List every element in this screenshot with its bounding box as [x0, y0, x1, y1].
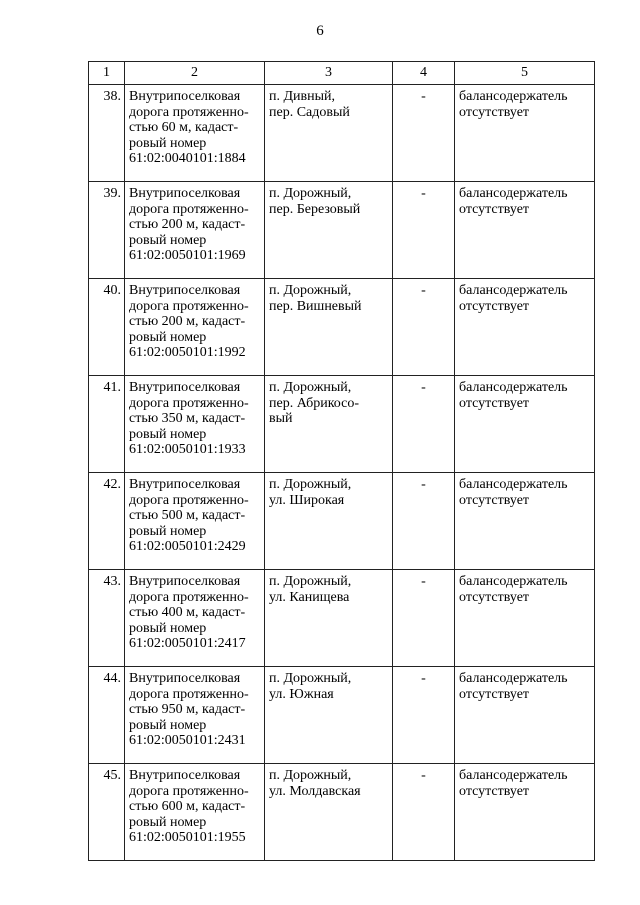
row-number: 39.	[89, 182, 125, 279]
row-number: 42.	[89, 473, 125, 570]
road-description-line: ровый номер	[129, 135, 207, 151]
row-number: 44.	[89, 667, 125, 764]
road-description	[125, 473, 265, 570]
road-location-line: вый	[269, 411, 293, 427]
road-description-line: Внутрипоселковая	[129, 768, 241, 783]
road-description-line: дорога протяженно-	[129, 589, 249, 605]
road-description-line: дорога протяженно-	[129, 783, 249, 799]
table-row	[89, 85, 595, 182]
balance-holder-line: балансодержатель	[459, 768, 568, 783]
road-location-line: ул. Молдавская	[269, 783, 361, 799]
road-description-line: дорога протяженно-	[129, 104, 249, 120]
road-description-line: Внутрипоселковая	[129, 671, 241, 686]
road-description-line: ровый номер	[129, 523, 207, 539]
road-location-line: п. Дорожный,	[269, 283, 352, 298]
balance-holder	[455, 764, 595, 861]
road-description	[125, 85, 265, 182]
road-location	[265, 85, 393, 182]
road-description-line: ровый номер	[129, 620, 207, 636]
road-description-line: Внутрипоселковая	[129, 186, 241, 201]
road-description-line: ровый номер	[129, 814, 207, 830]
table-header	[89, 62, 595, 85]
balance-holder-line: отсутствует	[459, 492, 530, 508]
road-description-line: Внутрипоселковая	[129, 380, 241, 395]
road-description-line: стью 60 м, кадаст-	[129, 120, 239, 136]
road-location-line: ул. Южная	[269, 686, 334, 702]
balance-holder-line: балансодержатель	[459, 186, 568, 201]
header-col-2: 2	[125, 62, 265, 85]
road-location-line: ул. Широкая	[269, 492, 345, 508]
road-description-line: 61:02:0050101:2429	[129, 539, 246, 555]
road-location-line: п. Дорожный,	[269, 574, 352, 589]
column-4-value: -	[393, 570, 455, 667]
balance-holder-line: отсутствует	[459, 589, 530, 605]
road-location	[265, 473, 393, 570]
balance-holder-line: отсутствует	[459, 686, 530, 702]
balance-holder-line: отсутствует	[459, 298, 530, 314]
column-4-value: -	[393, 667, 455, 764]
road-location	[265, 279, 393, 376]
balance-holder	[455, 85, 595, 182]
road-description-line: стью 500 м, кадаст-	[129, 508, 246, 524]
balance-holder-line: балансодержатель	[459, 574, 568, 589]
road-description-line: 61:02:0050101:1933	[129, 442, 246, 458]
road-description-line: стью 600 м, кадаст-	[129, 799, 246, 815]
table-row	[89, 376, 595, 473]
table-row	[89, 570, 595, 667]
road-location-line: пер. Абрикосо-	[269, 395, 360, 411]
road-location-line: п. Дорожный,	[269, 671, 352, 686]
road-description-line: 61:02:0050101:2417	[129, 636, 246, 652]
balance-holder	[455, 473, 595, 570]
balance-holder-line: балансодержатель	[459, 477, 568, 492]
road-description-line: Внутрипоселковая	[129, 477, 241, 492]
road-description-line: дорога протяженно-	[129, 686, 249, 702]
road-location-line: пер. Вишневый	[269, 298, 362, 314]
row-number: 41.	[89, 376, 125, 473]
row-number: 45.	[89, 764, 125, 861]
balance-holder-line: балансодержатель	[459, 671, 568, 686]
road-location-line: п. Дивный,	[269, 89, 336, 104]
road-description-line: дорога протяженно-	[129, 201, 249, 217]
balance-holder-line: отсутствует	[459, 201, 530, 217]
table-body	[89, 85, 595, 861]
column-4-value: -	[393, 279, 455, 376]
page-number: 6	[316, 23, 324, 39]
table-row	[89, 667, 595, 764]
road-description-line: Внутрипоселковая	[129, 89, 241, 104]
table-row	[89, 279, 595, 376]
balance-holder-line: балансодержатель	[459, 380, 568, 395]
road-description-line: 61:02:0050101:1955	[129, 830, 246, 846]
column-4-value: -	[393, 764, 455, 861]
road-description	[125, 182, 265, 279]
balance-holder-line: отсутствует	[459, 783, 530, 799]
road-description-line: стью 200 м, кадаст-	[129, 217, 246, 233]
road-description-line: 61:02:0040101:1884	[129, 151, 246, 167]
row-number: 43.	[89, 570, 125, 667]
balance-holder	[455, 376, 595, 473]
road-description-line: дорога протяженно-	[129, 395, 249, 411]
road-description-line: ровый номер	[129, 426, 207, 442]
balance-holder	[455, 570, 595, 667]
header-col-1: 1	[89, 62, 125, 85]
road-description-line: ровый номер	[129, 329, 207, 345]
road-location-line: пер. Березовый	[269, 201, 361, 217]
road-description-line: 61:02:0050101:2431	[129, 733, 246, 749]
road-location	[265, 376, 393, 473]
road-description-line: Внутрипоселковая	[129, 283, 241, 298]
header-col-5: 5	[455, 62, 595, 85]
road-location-line: ул. Канищева	[269, 589, 350, 605]
road-description	[125, 570, 265, 667]
road-description-line: 61:02:0050101:1992	[129, 345, 246, 361]
road-location	[265, 764, 393, 861]
road-description	[125, 376, 265, 473]
road-description	[125, 667, 265, 764]
column-4-value: -	[393, 85, 455, 182]
road-location	[265, 182, 393, 279]
road-description-line: стью 400 м, кадаст-	[129, 605, 246, 621]
column-4-value: -	[393, 376, 455, 473]
row-number: 38.	[89, 85, 125, 182]
balance-holder-line: балансодержатель	[459, 89, 568, 104]
balance-holder	[455, 279, 595, 376]
road-description-line: стью 350 м, кадаст-	[129, 411, 246, 427]
road-description	[125, 764, 265, 861]
road-description-line: ровый номер	[129, 232, 207, 248]
header-row	[89, 62, 595, 85]
road-location-line: п. Дорожный,	[269, 380, 352, 395]
header-col-4: 4	[393, 62, 455, 85]
row-number: 40.	[89, 279, 125, 376]
road-description-line: дорога протяженно-	[129, 492, 249, 508]
balance-holder-line: отсутствует	[459, 395, 530, 411]
road-description-line: стью 950 м, кадаст-	[129, 702, 246, 718]
road-location	[265, 667, 393, 764]
road-location-line: п. Дорожный,	[269, 477, 352, 492]
table-row	[89, 473, 595, 570]
balance-holder	[455, 667, 595, 764]
road-description-line: 61:02:0050101:1969	[129, 248, 246, 264]
road-description	[125, 279, 265, 376]
column-4-value: -	[393, 473, 455, 570]
table-row	[89, 182, 595, 279]
road-description-line: стью 200 м, кадаст-	[129, 314, 246, 330]
road-location-line: пер. Садовый	[269, 104, 350, 120]
header-col-3: 3	[265, 62, 393, 85]
balance-holder	[455, 182, 595, 279]
road-description-line: ровый номер	[129, 717, 207, 733]
road-location-line: п. Дорожный,	[269, 768, 352, 783]
road-description-line: дорога протяженно-	[129, 298, 249, 314]
table-row	[89, 764, 595, 861]
column-4-value: -	[393, 182, 455, 279]
roads-registry-table	[88, 61, 595, 861]
balance-holder-line: балансодержатель	[459, 283, 568, 298]
road-location-line: п. Дорожный,	[269, 186, 352, 201]
road-description-line: Внутрипоселковая	[129, 574, 241, 589]
balance-holder-line: отсутствует	[459, 104, 530, 120]
road-location	[265, 570, 393, 667]
